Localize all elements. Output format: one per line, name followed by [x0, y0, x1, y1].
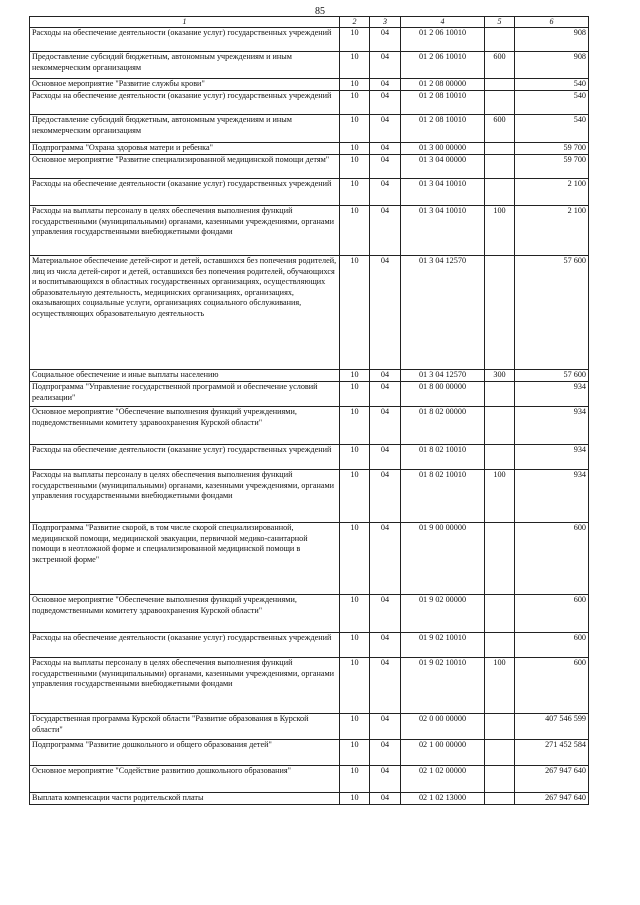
table-row [30, 445, 589, 470]
row-name-cell: Основное мероприятие "Развитие специализированной медицинской помощи детям" [30, 155, 340, 179]
row-section-cell: 10 [340, 658, 370, 714]
row-expense-type-cell [485, 766, 515, 793]
row-subsection-cell: 04 [370, 658, 401, 714]
row-subsection-cell: 04 [370, 633, 401, 658]
row-target-article-cell: 01 3 04 12570 [401, 370, 485, 382]
row-target-article-cell: 02 1 02 13000 [401, 793, 485, 805]
row-name-cell: Материальное обеспечение детей-сирот и детей, оставшихся без попечения родителей, лиц из числа детей-сирот и детей, оставшихся без попечения родителей, обучающихся и воспитывающихся в областных государственных организациях, осуществляющих образовательную деятельность, медицинских организациях, организациях, оказывающих социальные услуги, организациях социального обслуживания, осуществляющих образовательную деятельность [30, 256, 340, 370]
row-amount-cell: 934 [515, 382, 589, 407]
row-subsection-cell: 04 [370, 28, 401, 52]
row-expense-type-cell: 300 [485, 370, 515, 382]
table-row [30, 595, 589, 633]
row-target-article-cell: 01 3 04 10010 [401, 206, 485, 256]
row-amount-cell: 2 100 [515, 206, 589, 256]
row-expense-type-cell [485, 28, 515, 52]
row-section-cell: 10 [340, 633, 370, 658]
row-amount-cell: 934 [515, 407, 589, 445]
row-name-cell: Расходы на выплаты персоналу в целях обеспечения выполнения функций государственными (муниципальными) органами, казенными учреждениями, органами управления государственными внебюджетными фондами [30, 470, 340, 523]
row-expense-type-cell [485, 91, 515, 115]
row-amount-cell: 540 [515, 79, 589, 91]
row-expense-type-cell [485, 793, 515, 805]
table-row [30, 633, 589, 658]
row-target-article-cell: 01 8 02 10010 [401, 470, 485, 523]
table-row [30, 206, 589, 256]
row-target-article-cell: 01 9 02 10010 [401, 658, 485, 714]
row-amount-cell: 934 [515, 470, 589, 523]
table-row [30, 793, 589, 805]
row-section-cell: 10 [340, 91, 370, 115]
row-target-article-cell: 01 8 00 00000 [401, 382, 485, 407]
row-name-cell: Основное мероприятие "Развитие службы крови" [30, 79, 340, 91]
row-expense-type-cell [485, 714, 515, 740]
row-target-article-cell: 01 2 06 10010 [401, 52, 485, 79]
row-subsection-cell: 04 [370, 382, 401, 407]
row-name-cell: Расходы на обеспечение деятельности (оказание услуг) государственных учреждений [30, 445, 340, 470]
row-amount-cell: 600 [515, 595, 589, 633]
table-body [30, 28, 589, 805]
row-section-cell: 10 [340, 115, 370, 143]
row-amount-cell: 540 [515, 91, 589, 115]
row-subsection-cell: 04 [370, 52, 401, 79]
row-target-article-cell: 01 3 00 00000 [401, 143, 485, 155]
row-subsection-cell: 04 [370, 470, 401, 523]
row-name-cell: Основное мероприятие "Обеспечение выполнения функций учреждениями, подведомственными комитету здравоохранения Курской области" [30, 595, 340, 633]
row-section-cell: 10 [340, 79, 370, 91]
row-section-cell: 10 [340, 179, 370, 206]
row-section-cell: 10 [340, 206, 370, 256]
row-target-article-cell: 01 3 04 10010 [401, 179, 485, 206]
row-subsection-cell: 04 [370, 115, 401, 143]
row-amount-cell: 540 [515, 115, 589, 143]
row-expense-type-cell [485, 155, 515, 179]
row-target-article-cell: 01 9 02 00000 [401, 595, 485, 633]
row-amount-cell: 600 [515, 658, 589, 714]
row-name-cell: Подпрограмма "Развитие дошкольного и общего образования детей" [30, 740, 340, 766]
row-target-article-cell: 01 3 04 12570 [401, 256, 485, 370]
row-expense-type-cell [485, 256, 515, 370]
row-subsection-cell: 04 [370, 79, 401, 91]
table-row [30, 28, 589, 52]
row-name-cell: Социальное обеспечение и иные выплаты населению [30, 370, 340, 382]
row-amount-cell: 600 [515, 633, 589, 658]
row-target-article-cell: 02 1 02 00000 [401, 766, 485, 793]
column-header-subsection: 3 [370, 17, 401, 28]
row-amount-cell: 59 700 [515, 155, 589, 179]
row-amount-cell: 57 600 [515, 256, 589, 370]
table-row [30, 370, 589, 382]
row-expense-type-cell: 600 [485, 52, 515, 79]
row-subsection-cell: 04 [370, 793, 401, 805]
row-section-cell: 10 [340, 407, 370, 445]
row-target-article-cell: 01 2 06 10010 [401, 28, 485, 52]
row-name-cell: Основное мероприятие "Содействие развитию дошкольного образования" [30, 766, 340, 793]
row-subsection-cell: 04 [370, 740, 401, 766]
row-amount-cell: 59 700 [515, 143, 589, 155]
row-name-cell: Расходы на обеспечение деятельности (оказание услуг) государственных учреждений [30, 633, 340, 658]
row-amount-cell: 267 947 640 [515, 793, 589, 805]
row-expense-type-cell: 100 [485, 470, 515, 523]
row-section-cell: 10 [340, 714, 370, 740]
row-target-article-cell: 02 0 00 00000 [401, 714, 485, 740]
table-row [30, 115, 589, 143]
table-row [30, 155, 589, 179]
row-amount-cell: 934 [515, 445, 589, 470]
row-target-article-cell: 01 8 02 00000 [401, 407, 485, 445]
row-expense-type-cell: 100 [485, 658, 515, 714]
row-subsection-cell: 04 [370, 714, 401, 740]
row-name-cell: Подпрограмма "Развитие скорой, в том числе скорой специализированной, медицинской помощи, медицинской эвакуации, первичной медико-санитарной помощи в неотложной форме и специализированной медицинской помощи в экстренной форме" [30, 523, 340, 595]
row-subsection-cell: 04 [370, 179, 401, 206]
row-target-article-cell: 01 2 08 10010 [401, 91, 485, 115]
column-header-target-article: 4 [401, 17, 485, 28]
row-name-cell: Выплата компенсации части родительской платы [30, 793, 340, 805]
row-subsection-cell: 04 [370, 523, 401, 595]
row-section-cell: 10 [340, 523, 370, 595]
row-name-cell: Подпрограмма "Управление государственной программой и обеспечение условий реализации" [30, 382, 340, 407]
row-amount-cell: 908 [515, 52, 589, 79]
row-subsection-cell: 04 [370, 407, 401, 445]
table-header-row [30, 17, 589, 28]
row-section-cell: 10 [340, 256, 370, 370]
row-amount-cell: 57 600 [515, 370, 589, 382]
table-row [30, 79, 589, 91]
row-amount-cell: 600 [515, 523, 589, 595]
column-header-name: 1 [30, 17, 340, 28]
row-name-cell: Основное мероприятие "Обеспечение выполнения функций учреждениями, подведомственными комитету здравоохранения Курской области" [30, 407, 340, 445]
row-section-cell: 10 [340, 793, 370, 805]
row-expense-type-cell: 100 [485, 206, 515, 256]
row-target-article-cell: 01 2 08 10010 [401, 115, 485, 143]
column-header-section: 2 [340, 17, 370, 28]
row-expense-type-cell [485, 633, 515, 658]
row-subsection-cell: 04 [370, 143, 401, 155]
table-row [30, 382, 589, 407]
row-name-cell: Предоставление субсидий бюджетным, автономным учреждениям и иным некоммерческим организациям [30, 115, 340, 143]
row-name-cell: Предоставление субсидий бюджетным, автономным учреждениям и иным некоммерческим организациям [30, 52, 340, 79]
table-row [30, 470, 589, 523]
row-amount-cell: 407 546 599 [515, 714, 589, 740]
table-row [30, 91, 589, 115]
row-amount-cell: 271 452 584 [515, 740, 589, 766]
row-section-cell: 10 [340, 595, 370, 633]
row-subsection-cell: 04 [370, 206, 401, 256]
row-name-cell: Расходы на обеспечение деятельности (оказание услуг) государственных учреждений [30, 91, 340, 115]
budget-table [29, 16, 589, 805]
row-name-cell: Расходы на обеспечение деятельности (оказание услуг) государственных учреждений [30, 28, 340, 52]
row-subsection-cell: 04 [370, 595, 401, 633]
table-row [30, 179, 589, 206]
table-row [30, 658, 589, 714]
row-target-article-cell: 01 9 00 00000 [401, 523, 485, 595]
page-number: 85 [315, 6, 325, 17]
row-subsection-cell: 04 [370, 766, 401, 793]
table-row [30, 714, 589, 740]
row-target-article-cell: 01 9 02 10010 [401, 633, 485, 658]
row-amount-cell: 908 [515, 28, 589, 52]
table-row [30, 766, 589, 793]
row-section-cell: 10 [340, 370, 370, 382]
row-section-cell: 10 [340, 740, 370, 766]
table-row [30, 740, 589, 766]
row-name-cell: Расходы на выплаты персоналу в целях обеспечения выполнения функций государственными (муниципальными) органами, казенными учреждениями, органами управления государственными внебюджетными фондами [30, 206, 340, 256]
row-section-cell: 10 [340, 766, 370, 793]
row-section-cell: 10 [340, 143, 370, 155]
row-target-article-cell: 02 1 00 00000 [401, 740, 485, 766]
row-expense-type-cell [485, 595, 515, 633]
row-expense-type-cell [485, 179, 515, 206]
row-name-cell: Расходы на выплаты персоналу в целях обеспечения выполнения функций государственными (муниципальными) органами, казенными учреждениями, органами управления государственными внебюджетными фондами [30, 658, 340, 714]
row-expense-type-cell [485, 445, 515, 470]
row-expense-type-cell: 600 [485, 115, 515, 143]
row-expense-type-cell [485, 143, 515, 155]
table-row [30, 143, 589, 155]
row-section-cell: 10 [340, 28, 370, 52]
table-row [30, 256, 589, 370]
row-subsection-cell: 04 [370, 445, 401, 470]
row-target-article-cell: 01 2 08 00000 [401, 79, 485, 91]
row-amount-cell: 2 100 [515, 179, 589, 206]
row-section-cell: 10 [340, 445, 370, 470]
row-section-cell: 10 [340, 382, 370, 407]
table-row [30, 523, 589, 595]
row-target-article-cell: 01 8 02 10010 [401, 445, 485, 470]
row-target-article-cell: 01 3 04 00000 [401, 155, 485, 179]
table-row [30, 52, 589, 79]
row-section-cell: 10 [340, 52, 370, 79]
row-name-cell: Расходы на обеспечение деятельности (оказание услуг) государственных учреждений [30, 179, 340, 206]
row-expense-type-cell [485, 740, 515, 766]
row-subsection-cell: 04 [370, 256, 401, 370]
row-amount-cell: 267 947 640 [515, 766, 589, 793]
row-subsection-cell: 04 [370, 155, 401, 179]
row-expense-type-cell [485, 523, 515, 595]
table-row [30, 407, 589, 445]
row-subsection-cell: 04 [370, 91, 401, 115]
row-section-cell: 10 [340, 155, 370, 179]
row-expense-type-cell [485, 407, 515, 445]
row-expense-type-cell [485, 382, 515, 407]
row-name-cell: Подпрограмма "Охрана здоровья матери и ребенка" [30, 143, 340, 155]
row-subsection-cell: 04 [370, 370, 401, 382]
row-name-cell: Государственная программа Курской области "Развитие образования в Курской области" [30, 714, 340, 740]
column-header-amount: 6 [515, 17, 589, 28]
row-expense-type-cell [485, 79, 515, 91]
column-header-expense-type: 5 [485, 17, 515, 28]
row-section-cell: 10 [340, 470, 370, 523]
